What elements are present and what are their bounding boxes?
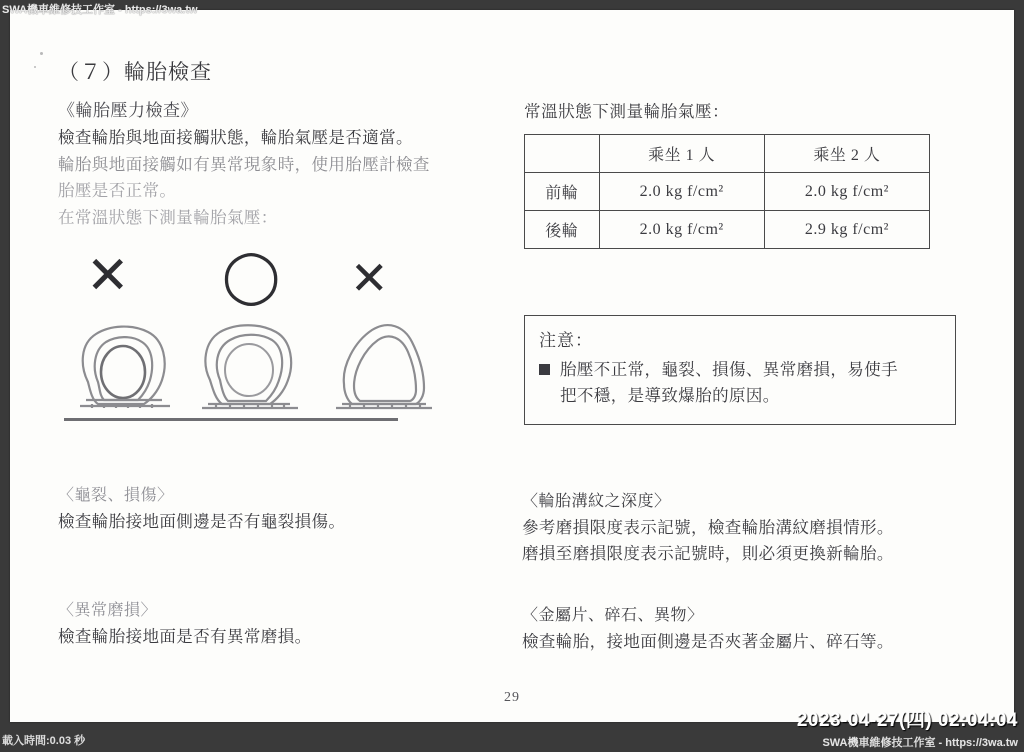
row-label-rear-wheel: 後輪 xyxy=(525,211,600,249)
right-section-1-line-1: 參考磨損限度表示記號，檢查輪胎溝紋磨損情形。 xyxy=(522,518,894,537)
scan-load-time: 載入時間:0.03 秒 xyxy=(2,735,86,747)
right-column xyxy=(522,98,962,249)
tire-mark-row xyxy=(72,246,452,312)
rear-wheel-1-rider-value: 2.0 kg f/cm² xyxy=(599,211,764,249)
front-wheel-2-rider-value: 2.0 kg f/cm² xyxy=(764,173,929,211)
left-column xyxy=(58,56,478,232)
front-wheel-1-rider-value: 2.0 kg f/cm² xyxy=(599,173,764,211)
pressure-table-intro: 常溫狀態下測量輪胎氣壓： xyxy=(524,102,730,121)
right-section-2-line-1: 檢查輪胎，接地面側邊是否夾著金屬片、碎石等。 xyxy=(522,631,894,651)
section-heading: （７）輪胎檢查 xyxy=(58,60,212,84)
left-section-2-label: 〈異常磨損〉 xyxy=(58,602,158,620)
right-lower-block xyxy=(522,488,972,655)
left-section-1-label: 〈龜裂、損傷〉 xyxy=(58,487,174,504)
left-section-2-text: 檢查輪胎接地面是否有異常磨損。 xyxy=(58,627,312,647)
left-paragraph-4: 在常溫狀態下測量輪胎氣壓： xyxy=(58,208,278,228)
table-header-row xyxy=(525,135,930,173)
tire-figure-area xyxy=(58,246,458,440)
section-subheading: 《輪胎壓力檢查》 xyxy=(58,101,198,120)
table-header-blank xyxy=(525,135,600,173)
scanned-page xyxy=(10,10,1014,722)
right-section-1-line-2: 磨損至磨損限度表示記號時，則必須更換新輪胎。 xyxy=(522,544,894,564)
right-section-2-label: 〈金屬片、碎石、異物〉 xyxy=(522,606,704,624)
table-header-rider-1: 乘坐 1 人 xyxy=(599,135,764,173)
cross-mark-left-icon: ✕ xyxy=(86,246,130,306)
scan-watermark-bottom-right: SWA機車維修技工作室 - https://3wa.tw xyxy=(822,737,1018,749)
left-paragraph-3: 胎壓是否正常。 xyxy=(58,181,177,201)
left-paragraph-2: 輪胎與地面接觸如有異常現象時，使用胎壓計檢查 xyxy=(58,154,430,174)
table-row xyxy=(525,173,930,211)
right-section-1-label: 〈輪胎溝紋之深度〉 xyxy=(522,493,671,510)
notice-line-1: 胎壓不正常，龜裂、損傷、異常磨損，易使手 xyxy=(560,360,898,379)
notice-body xyxy=(539,357,941,410)
notice-box xyxy=(524,315,956,425)
cross-mark-right-icon: ✕ xyxy=(350,251,389,305)
table-row xyxy=(525,211,930,249)
scan-speck xyxy=(40,52,43,55)
left-lower-block xyxy=(58,482,488,651)
table-header-rider-2: 乘坐 2 人 xyxy=(764,135,929,173)
left-section-1-text: 檢查輪胎接地面側邊是否有龜裂損傷。 xyxy=(58,512,346,531)
notice-title: 注意： xyxy=(539,331,593,350)
left-paragraph-1: 檢查輪胎與地面接觸狀態，輪胎氣壓是否適當。 xyxy=(58,128,413,147)
circle-mark-center-icon: ◯ xyxy=(222,246,281,306)
notice-line-2: 把不穩，是導致爆胎的原因。 xyxy=(560,386,780,406)
document-content xyxy=(10,10,1014,722)
bullet-square-icon xyxy=(539,364,550,375)
ground-line xyxy=(64,418,398,421)
scan-watermark-top: SWA機車維修技工作室 - https://3wa.tw xyxy=(2,4,198,16)
scan-timestamp: 2023-04-27(四) 02:04:04 xyxy=(796,710,1018,731)
scan-speck xyxy=(34,66,36,68)
page-number: 29 xyxy=(504,690,520,705)
tire-pressure-table xyxy=(524,134,930,249)
row-label-front-wheel: 前輪 xyxy=(525,173,600,211)
rear-wheel-2-rider-value: 2.9 kg f/cm² xyxy=(764,211,929,249)
